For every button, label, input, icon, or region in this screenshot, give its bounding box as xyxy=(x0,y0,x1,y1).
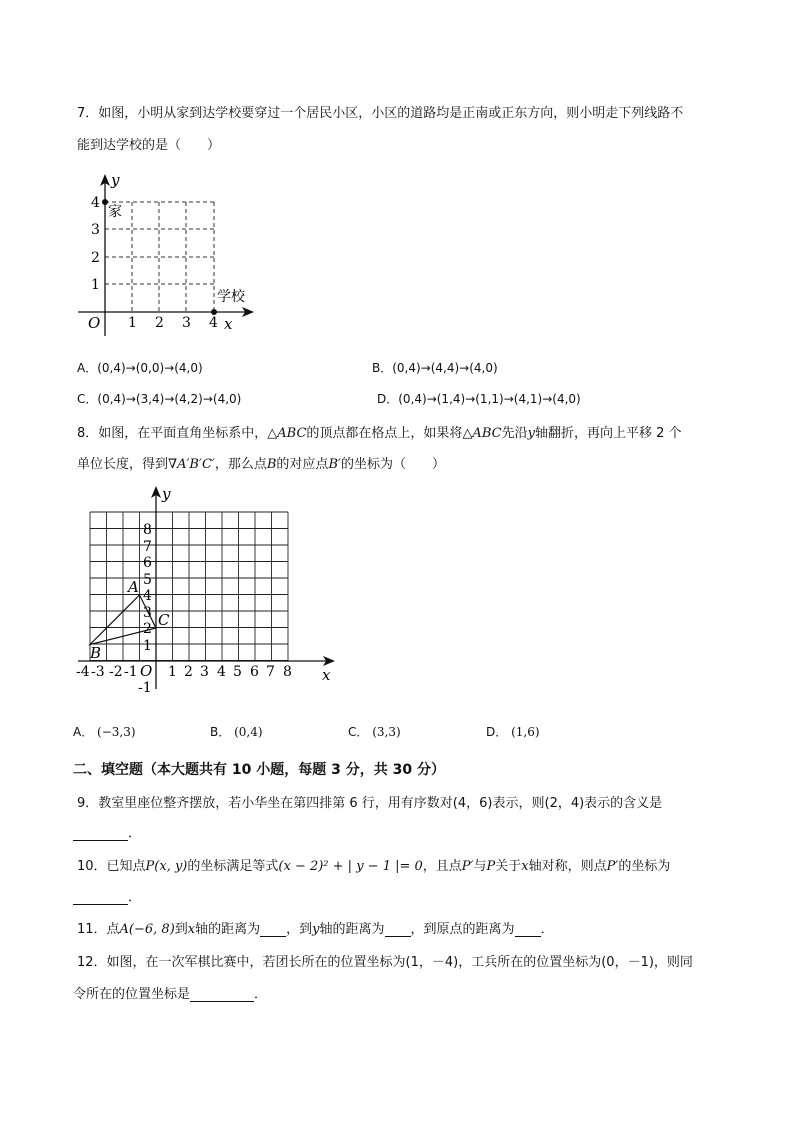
q8-origin: O xyxy=(140,662,153,680)
q8-ytick-5: 5 xyxy=(143,572,152,588)
q9-answer-blank[interactable] xyxy=(73,826,128,841)
q7-xlabel: x xyxy=(224,315,233,333)
q8-line1: 8．如图，在平面直角坐标系中，△ABC的顶点都在格点上，如果将△ABC先沿y轴翻折，再向上平移 2 个 xyxy=(77,426,682,441)
q8-ytick-2: 2 xyxy=(143,621,152,637)
q8-ytick-1: 1 xyxy=(143,638,152,654)
q11-blank-y[interactable] xyxy=(385,922,411,937)
q8-xtick-2: 2 xyxy=(184,664,193,680)
q8-option-c: C． (3,3) xyxy=(348,725,401,739)
q9-line1: 9．教室里座位整齐摆放，若小华坐在第四排第 6 行，用有序数对(4，6)表示，则(2，4)表示的含义是 xyxy=(77,796,663,811)
q8-ytick-4: 4 xyxy=(143,588,152,604)
q8-line2: 单位长度，得到∇A′B′C′，那么点B的对应点B′的坐标为（ ） xyxy=(77,457,445,472)
q7-option-d: D．(0,4)→(1,4)→(1,1)→(4,1)→(4,0) xyxy=(377,392,581,406)
q8-grid xyxy=(90,512,288,661)
q8-xtick-neg2: -2 xyxy=(109,664,123,680)
q7-ylabel: y xyxy=(111,171,120,189)
q7-ytick-1: 1 xyxy=(91,277,100,293)
q7-option-b: B．(0,4)→(4,4)→(4,0) xyxy=(372,361,498,375)
q8-label-a: A xyxy=(128,578,139,596)
q7-xtick-3: 3 xyxy=(182,315,191,331)
q7-xtick-1: 1 xyxy=(128,315,137,331)
q8-label-c: C xyxy=(158,611,170,629)
q7-option-c: C．(0,4)→(3,4)→(4,2)→(4,0) xyxy=(77,392,242,406)
q7-home-label: 家 xyxy=(108,204,122,220)
q10-line1: 10．已知点P(x, y)的坐标满足等式(x − 2)² + | y − 1 |= 0，且点P′与P关于x轴对称，则点P′的坐标为 xyxy=(77,859,671,874)
q8-ytick-neg1: -1 xyxy=(138,680,152,692)
section-2-heading: 二、填空题（本大题共有 10 小题，每题 3 分，共 30 分） xyxy=(73,762,445,778)
q7-xtick-2: 2 xyxy=(155,315,164,331)
q8-option-b: B． (0,4) xyxy=(210,725,263,739)
q8-xtick-neg1: -1 xyxy=(124,664,138,680)
q7-line2: 能到达学校的是（ ） xyxy=(77,138,221,153)
q8-option-a: A． (−3,3) xyxy=(73,725,136,739)
q8-xtick-8: 8 xyxy=(283,664,292,680)
q8-label-b: B xyxy=(90,644,102,662)
q7-xtick-4: 4 xyxy=(209,315,218,331)
q11-blank-x[interactable] xyxy=(260,922,286,937)
q8-ytick-3: 3 xyxy=(143,605,152,621)
q8-xtick-4: 4 xyxy=(217,664,226,680)
q8-tick-labels xyxy=(76,522,292,692)
q7-ytick-2: 2 xyxy=(91,250,100,266)
q8-xlabel: x xyxy=(322,666,331,684)
q8-ytick-8: 8 xyxy=(143,522,152,538)
q12-answer-blank[interactable] xyxy=(190,987,254,1002)
q7-school-label: 学校 xyxy=(217,289,245,305)
q7-line1: 7．如图，小明从家到达学校要穿过一个居民小区，小区的道路均是正南或正东方向，则小明走下列线路不 xyxy=(77,106,684,121)
q8-xtick-neg3: -3 xyxy=(91,664,105,680)
q7-option-a: A．(0,4)→(0,0)→(4,0) xyxy=(77,361,203,375)
q8-xtick-7: 7 xyxy=(266,664,275,680)
q8-xtick-neg4: -4 xyxy=(76,664,90,680)
q10-answer-blank[interactable] xyxy=(73,890,128,905)
q8-xtick-1: 1 xyxy=(168,664,177,680)
q9-line2: ． xyxy=(73,822,141,841)
q8-ytick-7: 7 xyxy=(143,539,152,555)
q12-line1: 12．如图，在一次军棋比赛中，若团长所在的位置坐标为(1，－4)，工兵所在的位置坐标为(0，－1)，则同 xyxy=(77,955,693,970)
q8-option-d: D． (1,6) xyxy=(486,725,540,739)
q7-origin: O xyxy=(88,314,101,332)
q8-figure xyxy=(70,482,350,692)
q7-ytick-3: 3 xyxy=(91,222,100,238)
q11-line: 11．点A(−6, 8)到x轴的距离为 ，到y轴的距离为 ，到原点的距离为 ． xyxy=(77,922,554,937)
q7-figure xyxy=(70,166,270,338)
q8-xtick-5: 5 xyxy=(233,664,242,680)
q8-xtick-3: 3 xyxy=(200,664,209,680)
q8-ytick-6: 6 xyxy=(143,555,152,571)
q12-line2: 令所在的位置坐标是 ． xyxy=(73,987,268,1002)
q10-line2: ． xyxy=(73,886,141,905)
q8-xtick-6: 6 xyxy=(250,664,259,680)
q8-ylabel: y xyxy=(162,485,171,503)
q7-ytick-4: 4 xyxy=(91,195,100,211)
q11-blank-origin[interactable] xyxy=(515,922,541,937)
